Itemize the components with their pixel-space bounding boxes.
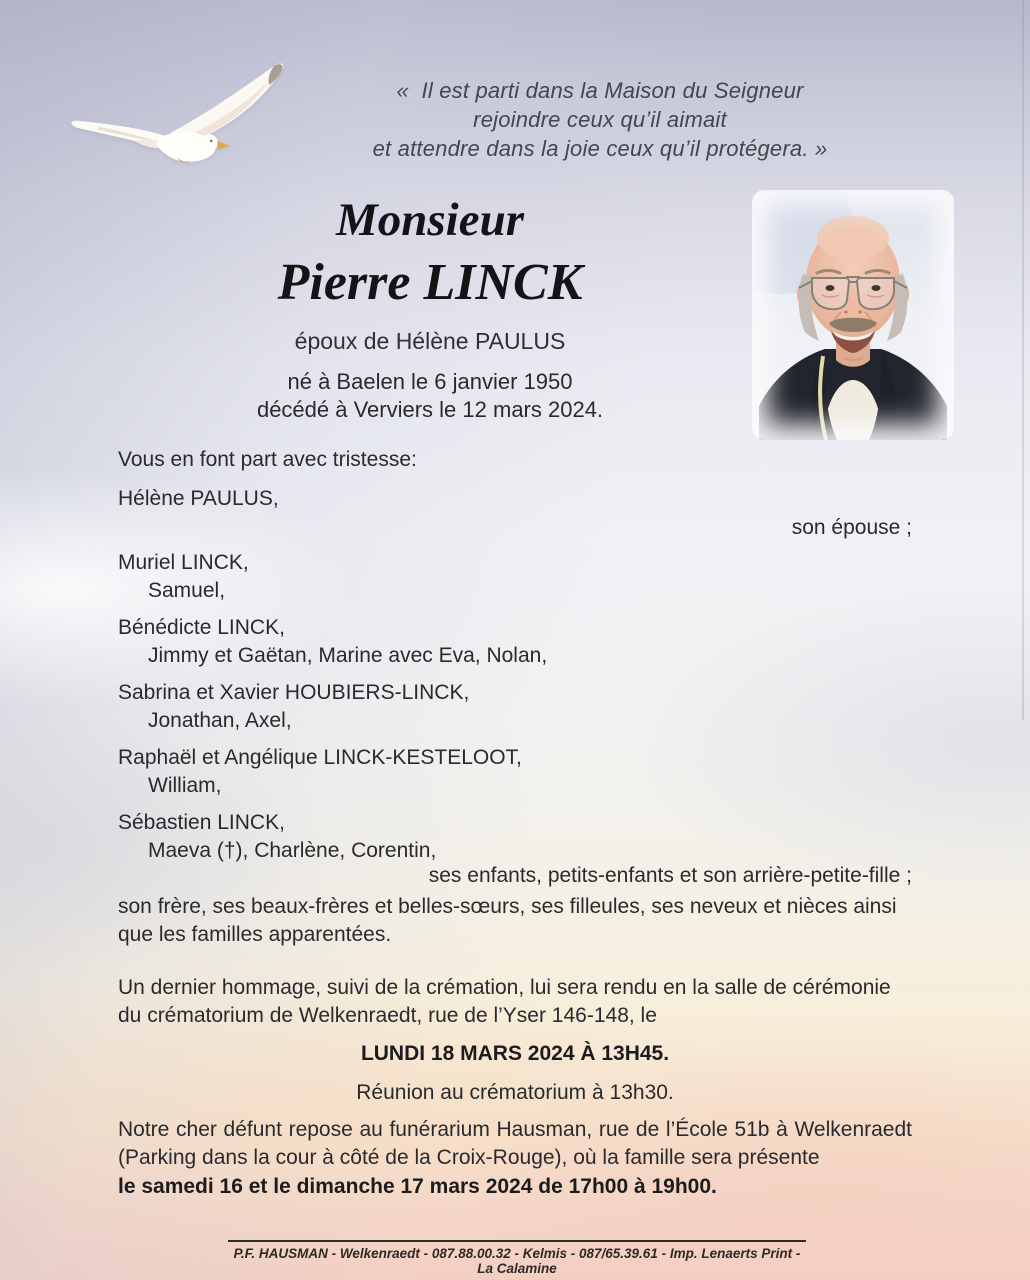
family-group <box>118 614 912 670</box>
family-member-children: Maeva (†), Charlène, Corentin, <box>148 839 437 862</box>
funeral-home-footer: P.F. HAUSMAN - Welkenraedt - 087.88.00.32 - Kelmis - 087/65.39.61 - Imp. Lenaerts Print - La Calamine <box>228 1240 806 1276</box>
family-member-name: Bénédicte LINCK, <box>118 616 285 639</box>
family-member-children: Samuel, <box>148 579 226 602</box>
family-member-children: Jonathan, Axel, <box>148 709 292 732</box>
announcement-intro: Vous en font part avec tristesse: <box>118 448 417 471</box>
family-member-children: William, <box>148 774 222 797</box>
deceased-header <box>200 190 660 424</box>
spouse-name: Hélène PAULUS, <box>118 487 279 510</box>
portrait-photo <box>752 190 954 440</box>
family-caption: ses enfants, petits-enfants et son arrière-petite-fille ; <box>428 864 912 887</box>
death-line: décédé à Verviers le 12 mars 2024. <box>256 397 604 422</box>
family-member-name: Sébastien LINCK, <box>118 811 285 834</box>
quote-line: et attendre dans la joie ceux qu’il protégera. » <box>372 136 828 161</box>
deceased-title: Monsieur <box>335 194 525 246</box>
visitation-schedule: le samedi 16 et le dimanche 17 mars 2024 de 17h00 à 19h00. <box>118 1175 717 1198</box>
family-group <box>118 809 912 865</box>
family-list <box>118 549 912 874</box>
family-member-children: Jimmy et Gaëtan, Marine avec Eva, Nolan, <box>148 644 548 667</box>
birth-line: né à Baelen le 6 janvier 1950 <box>287 369 573 394</box>
spouse-caption: son épouse ; <box>791 516 912 539</box>
relatives-paragraph: son frère, ses beaux-frères et belles-sœurs, ses filleules, ses neveux et nièces ainsi que les familles apparentées. <box>118 895 897 946</box>
ceremony-datetime: LUNDI 18 MARS 2024 À 13H45. <box>360 1042 670 1065</box>
spouse-line: époux de Hélène PAULUS <box>294 328 566 354</box>
ceremony-paragraph: Un dernier hommage, suivi de la crémation, lui sera rendu en la salle de cérémonie du crématorium de Welkenraedt, rue de l’Yser 146-148, le <box>118 976 891 1027</box>
ceremony-meeting: Réunion au crématorium à 13h30. <box>356 1081 674 1104</box>
seagull-image <box>38 52 303 177</box>
family-member-name: Sabrina et Xavier HOUBIERS-LINCK, <box>118 681 470 704</box>
visitation-paragraph: Notre cher défunt repose au funérarium Hausman, rue de l’École 51b à Welkenraedt (Parking dans la cour à côté de la Croix-Rouge), où la famille sera présente <box>118 1118 912 1169</box>
family-member-name: Raphaël et Angélique LINCK-KESTELOOT, <box>118 746 522 769</box>
quote-line: « Il est parti dans la Maison du Seigneur <box>396 78 804 103</box>
deceased-name: Pierre LINCK <box>277 254 583 311</box>
scan-artifact-line <box>1022 0 1024 720</box>
family-group <box>118 679 912 735</box>
family-member-name: Muriel LINCK, <box>118 551 249 574</box>
family-group <box>118 549 912 605</box>
opening-quote <box>280 76 920 163</box>
quote-line: rejoindre ceux qu’il aimait <box>473 107 727 132</box>
family-group <box>118 744 912 800</box>
